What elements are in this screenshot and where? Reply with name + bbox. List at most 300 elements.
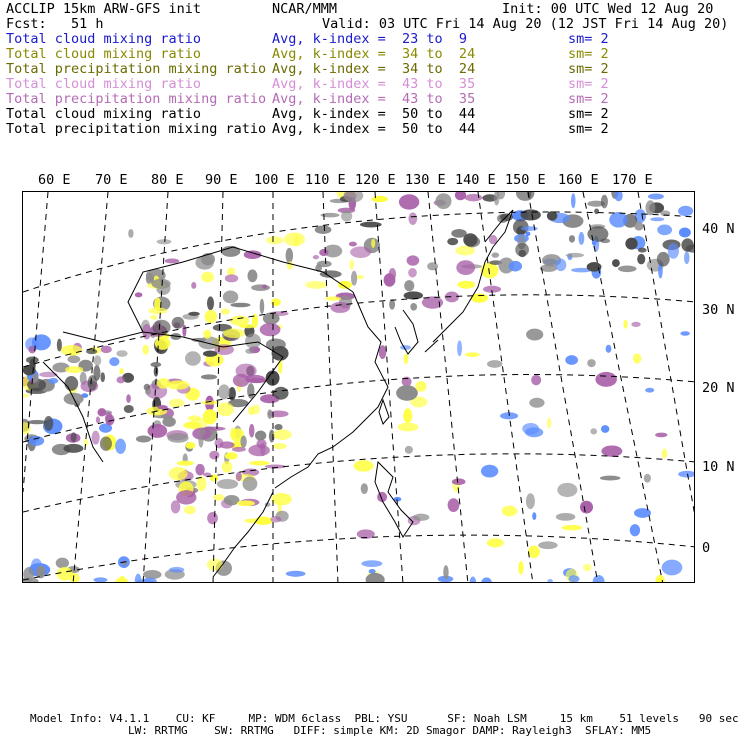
cloud-blob <box>612 259 620 267</box>
cloud-blob <box>443 565 448 579</box>
cloud-blob <box>262 285 267 289</box>
cloud-blob <box>595 372 617 387</box>
cloud-blob <box>538 541 557 549</box>
legend-smoothing: sm= 2 <box>568 121 609 137</box>
cloud-blob <box>27 420 46 424</box>
cloud-blob <box>56 558 69 569</box>
cloud-blob <box>167 433 188 443</box>
cloud-blob <box>274 424 282 430</box>
cloud-blob <box>182 325 186 337</box>
cloud-blob <box>492 252 500 257</box>
cloud-blob <box>286 248 293 263</box>
cloud-blob <box>172 317 185 329</box>
legend-field: Total precipitation mixing ratio <box>6 61 267 77</box>
cloud-blob <box>143 570 161 579</box>
cloud-blob <box>145 388 151 395</box>
cloud-blob <box>100 437 112 451</box>
cloud-blob <box>568 575 579 582</box>
cloud-blob <box>580 501 593 514</box>
cloud-blob <box>157 239 172 244</box>
cloud-blob <box>267 409 272 419</box>
lon-line <box>375 192 403 583</box>
cloud-blob <box>201 374 217 379</box>
cloud-blob <box>562 525 583 531</box>
cloud-blob <box>207 512 218 524</box>
cloud-blob <box>210 474 219 481</box>
cloud-blob <box>481 577 491 583</box>
cloud-blob <box>150 315 157 320</box>
cloud-blob <box>245 348 254 353</box>
forecast-map <box>23 192 695 583</box>
cloud-blob <box>389 299 395 309</box>
cloud-blob <box>223 328 245 338</box>
cloud-blob <box>601 445 622 456</box>
cloud-blob <box>565 355 578 365</box>
cloud-blob <box>183 422 200 429</box>
cloud-blob <box>662 560 683 576</box>
cloud-blob <box>655 433 667 438</box>
legend-row <box>0 122 740 137</box>
cloud-blob <box>169 467 188 480</box>
cloud-blob <box>64 376 78 391</box>
cloud-blob <box>272 346 289 361</box>
cloud-blob <box>319 249 328 256</box>
cloud-blob <box>338 281 352 289</box>
cloud-blob <box>44 416 53 431</box>
cloud-blob <box>349 242 357 247</box>
cloud-blob <box>209 451 219 460</box>
lon-label: 120 E <box>355 172 396 188</box>
cloud-blob <box>403 408 412 423</box>
cloud-blob <box>271 493 291 505</box>
cloud-blob <box>509 261 522 272</box>
cloud-blob <box>579 232 585 245</box>
cloud-blob <box>494 192 500 206</box>
cloud-blob <box>126 394 131 403</box>
cloud-blob <box>452 478 466 485</box>
cloud-blob <box>389 268 396 280</box>
cloud-blob <box>92 431 100 445</box>
legend-row <box>0 107 740 122</box>
cloud-blob <box>315 226 332 234</box>
legend-row <box>0 62 740 77</box>
cloud-blob <box>152 320 170 335</box>
cloud-blob <box>637 254 645 265</box>
cloud-blob <box>634 508 651 518</box>
legend-row <box>0 92 740 107</box>
cloud-blob <box>522 423 539 435</box>
cloud-blob <box>398 423 419 432</box>
cloud-blob <box>531 375 541 386</box>
cloud-blob <box>260 323 281 336</box>
cloud-blob <box>351 271 357 286</box>
cloud-blob <box>148 307 167 314</box>
cloud-blob <box>272 443 286 449</box>
legend-k-index: Avg, k-index = 43 to 35 <box>272 91 476 107</box>
cloud-blob <box>583 564 592 571</box>
cloud-blob <box>36 566 45 579</box>
cloud-blob <box>136 435 151 442</box>
cloud-blob <box>100 372 105 382</box>
cloud-blob <box>405 446 413 454</box>
taiwan-coast <box>379 400 389 424</box>
lon-line <box>583 192 663 583</box>
cloud-blob <box>655 575 665 583</box>
cloud-blob <box>305 281 327 289</box>
cloud-blob <box>248 444 270 456</box>
legend-field: Total precipitation mixing ratio <box>6 121 267 137</box>
cloud-blob <box>668 243 679 259</box>
legend-smoothing: sm= 2 <box>568 91 609 107</box>
cloud-blob <box>203 351 217 357</box>
cloud-blob <box>128 229 133 238</box>
cloud-blob <box>557 483 577 497</box>
cloud-blob <box>623 319 627 328</box>
cloud-blob <box>532 512 536 520</box>
cloud-blob <box>122 560 128 565</box>
legend-row <box>0 77 740 92</box>
cloud-blob <box>169 567 184 573</box>
cloud-blob <box>571 193 576 208</box>
cloud-blob <box>223 290 238 303</box>
cloud-blob <box>109 357 119 366</box>
cloud-blob <box>39 372 57 378</box>
cloud-blob <box>648 194 664 200</box>
cloud-blob <box>465 352 480 357</box>
cloud-blob <box>529 398 544 408</box>
cloud-blob <box>278 360 282 374</box>
cloud-blob <box>28 436 44 446</box>
legend-k-index: Avg, k-index = 43 to 35 <box>272 76 476 92</box>
cloud-blob <box>266 236 284 244</box>
cloud-blob <box>207 296 214 310</box>
cloud-blob <box>350 246 371 258</box>
cloud-blob <box>225 274 238 282</box>
legend-smoothing: sm= 2 <box>568 46 609 62</box>
legend-smoothing: sm= 2 <box>568 106 609 122</box>
cloud-blob <box>245 375 265 382</box>
cloud-blob <box>593 575 605 583</box>
cloud-blob <box>116 350 127 357</box>
lon-label: 140 E <box>455 172 496 188</box>
legend-k-index: Avg, k-index = 34 to 24 <box>272 61 476 77</box>
cloud-blob <box>526 329 543 341</box>
cloud-blob <box>167 380 189 389</box>
cloud-blob <box>547 418 551 429</box>
legend-field: Total cloud mixing ratio <box>6 46 202 62</box>
lon-label: 90 E <box>205 172 238 188</box>
cloud-blob <box>625 238 637 250</box>
cloud-blob <box>470 577 477 583</box>
cloud-blob <box>249 424 255 438</box>
cloud-blob <box>487 538 504 547</box>
cloud-blob <box>455 192 466 200</box>
cloud-blob <box>157 378 171 389</box>
cloud-blob <box>115 439 126 454</box>
cloud-blob <box>231 303 251 308</box>
cloud-blob <box>199 429 206 435</box>
cloud-blob <box>618 266 637 273</box>
cloud-blob <box>519 250 526 257</box>
cloud-blob <box>518 561 523 575</box>
cloud-blob <box>217 479 238 489</box>
cloud-blob <box>555 259 566 272</box>
legend-field: Total precipitation mixing ratio <box>6 91 267 107</box>
legend-k-index: Avg, k-index = 34 to 24 <box>272 46 476 62</box>
cloud-blob <box>650 217 664 221</box>
lat-label: 10 N <box>702 459 735 475</box>
legend-row <box>0 32 740 47</box>
cloud-blob <box>657 252 670 267</box>
cloud-blob <box>61 345 83 356</box>
cloud-blob <box>407 255 420 265</box>
model-info: Model Info: V4.1.1 CU: KF MP: WDM 6class PBL: YSU SF: Noah LSM 15 km 51 levels 90 sec <box>30 712 739 725</box>
cloud-blob <box>284 232 305 246</box>
cloud-blob <box>188 312 200 316</box>
legend-smoothing: sm= 2 <box>568 61 609 77</box>
cloud-blob <box>502 506 518 517</box>
cloud-blob <box>408 212 417 225</box>
cloud-blob <box>645 388 654 393</box>
cloud-blob <box>205 310 217 323</box>
cloud-blob <box>609 212 627 228</box>
cloud-blob <box>219 441 234 448</box>
cloud-blob <box>410 303 417 311</box>
cloud-blob <box>198 434 203 447</box>
cloud-blob <box>313 255 319 259</box>
cloud-blob <box>526 493 535 509</box>
cloud-blob <box>457 281 475 289</box>
cloud-blob <box>360 222 382 228</box>
cloud-blob <box>239 324 256 328</box>
cloud-blob <box>594 208 599 214</box>
cloud-blob <box>601 425 609 433</box>
cloud-blob <box>119 576 126 583</box>
legend-field: Total cloud mixing ratio <box>6 106 202 122</box>
cloud-blob <box>371 239 375 248</box>
cloud-blob <box>176 490 196 504</box>
cloud-blob <box>135 292 143 297</box>
cloud-blob <box>260 299 265 314</box>
legend-smoothing: sm= 2 <box>568 31 609 47</box>
cloud-blob <box>105 412 113 425</box>
cloud-blob <box>65 366 83 373</box>
cloud-blob <box>203 330 211 339</box>
lat-label: 20 N <box>702 380 735 396</box>
cloud-blob <box>124 405 134 413</box>
cloud-blob <box>404 354 409 365</box>
cloud-blob <box>248 407 254 416</box>
lat-label: 30 N <box>702 302 735 318</box>
cloud-blob <box>614 192 622 201</box>
cloud-blob <box>93 577 107 582</box>
cloud-blob <box>217 402 234 416</box>
cloud-blob <box>528 546 540 558</box>
cloud-blob <box>396 385 418 401</box>
cloud-blob <box>600 476 620 481</box>
cloud-blob <box>361 483 368 494</box>
cloud-blob <box>151 279 170 289</box>
lon-label: 160 E <box>558 172 599 188</box>
cloud-blob <box>249 461 270 466</box>
cloud-blob <box>481 465 498 478</box>
cloud-blob <box>97 408 106 416</box>
cloud-blob <box>48 378 58 384</box>
cloud-blob <box>678 206 693 216</box>
cloud-blob <box>435 193 451 209</box>
cloud-blob <box>236 472 242 481</box>
cloud-blob <box>247 269 257 282</box>
cloud-blob <box>225 452 238 459</box>
cloud-blob <box>221 308 230 314</box>
cloud-blob <box>273 387 288 400</box>
cloud-blob <box>116 376 124 383</box>
cloud-blob <box>601 195 608 209</box>
cloud-blob <box>57 339 62 352</box>
cloud-blob <box>177 461 194 466</box>
cloud-blob <box>201 272 214 283</box>
valid-time: Valid: 03 UTC Fri 14 Aug 20 (12 JST Fri 14 Aug 20) <box>322 16 729 32</box>
cloud-blob <box>399 194 419 209</box>
cloud-blob <box>263 312 280 324</box>
cloud-blob <box>679 227 691 237</box>
cloud-blob <box>487 360 502 368</box>
cloud-blob <box>52 444 71 455</box>
cloud-blob <box>101 346 112 353</box>
cloud-blob <box>185 351 201 365</box>
cloud-blob <box>251 284 270 291</box>
physics-info: LW: RRTMG SW: RRTMG DIFF: simple KM: 2D Smagor DAMP: Rayleigh3 SFLAY: MM5 <box>128 724 652 737</box>
cloud-blob <box>408 268 417 277</box>
legend-row <box>0 47 740 62</box>
cloud-blob <box>630 524 640 536</box>
cloud-blob <box>638 248 647 253</box>
legend-k-index: Avg, k-index = 50 to 44 <box>272 121 476 137</box>
cloud-blob <box>587 359 596 367</box>
cloud-blob <box>547 579 553 583</box>
cloud-blob <box>32 374 38 383</box>
cloud-blob <box>415 381 426 392</box>
cloud-blob <box>23 394 29 398</box>
lon-label: 80 E <box>151 172 184 188</box>
cloud-blob <box>457 340 462 356</box>
cloud-blob <box>678 471 695 478</box>
cloud-blob <box>96 416 100 423</box>
init-time: Init: 00 UTC Wed 12 Aug 20 <box>502 1 714 17</box>
cloud-blob <box>645 200 655 215</box>
cloud-blob <box>169 399 184 408</box>
cloud-blob <box>369 569 376 574</box>
cloud-blob <box>88 375 97 390</box>
cloud-blob <box>681 238 693 251</box>
cloud-blob <box>413 514 430 521</box>
legend-field: Total cloud mixing ratio <box>6 31 202 47</box>
lon-label: 100 E <box>254 172 295 188</box>
cloud-blob <box>556 513 576 521</box>
cloud-blob <box>371 196 387 202</box>
cloud-blob <box>184 506 196 515</box>
cloud-blob <box>157 405 167 409</box>
cloud-blob <box>361 560 382 567</box>
cloud-blob <box>684 252 689 265</box>
cloud-blob <box>270 516 281 522</box>
cloud-blob <box>341 210 352 221</box>
cloud-blob <box>349 259 354 269</box>
cloud-blob <box>188 415 201 421</box>
cloud-blob <box>356 275 364 279</box>
cloud-blob <box>142 344 149 354</box>
lon-label: 150 E <box>505 172 546 188</box>
cloud-blob <box>379 345 387 359</box>
cloud-blob <box>191 282 196 289</box>
cloud-blob <box>247 383 254 399</box>
cloud-blob <box>354 460 374 472</box>
cloud-blob <box>147 424 167 438</box>
lat-label: 0 <box>702 540 711 556</box>
cloud-blob <box>203 409 217 424</box>
cloud-blob <box>240 436 246 448</box>
legend-field: Total cloud mixing ratio <box>6 76 202 92</box>
cloud-blob <box>162 417 175 427</box>
cloud-blob <box>662 449 668 459</box>
cloud-blob <box>447 238 458 245</box>
cloud-blob <box>245 334 261 349</box>
cloud-blob <box>222 461 233 472</box>
lon-label: 60 E <box>38 172 71 188</box>
legend-k-index: Avg, k-index = 23 to 9 <box>272 31 468 47</box>
map-panel <box>22 191 695 583</box>
cloud-blob <box>427 262 438 270</box>
lon-line <box>528 192 598 583</box>
legend-smoothing: sm= 2 <box>568 76 609 92</box>
cloud-blob <box>165 259 180 264</box>
cloud-blob <box>606 345 612 353</box>
cloud-blob <box>590 428 597 434</box>
lat-label: 40 N <box>702 221 735 237</box>
cloud-blob <box>119 368 123 374</box>
org-label: NCAR/MMM <box>272 1 338 17</box>
cloud-blob <box>644 474 651 483</box>
cloud-blob <box>213 494 224 501</box>
cloud-blob <box>657 225 672 236</box>
cloud-blob <box>680 331 690 335</box>
cloud-blob <box>634 222 643 231</box>
model-title: ACCLIP 15km ARW-GFS init <box>6 1 202 17</box>
cloud-blob <box>404 280 414 291</box>
cloud-blob <box>286 571 306 577</box>
cloud-blob <box>631 322 640 327</box>
legend-k-index: Avg, k-index = 50 to 44 <box>272 106 476 122</box>
cloud-blob <box>273 430 292 440</box>
cloud-blob <box>68 355 81 363</box>
forecast-hour: Fcst: 51 h <box>6 16 104 32</box>
cloud-blob <box>71 432 77 442</box>
cloud-blob <box>237 500 255 506</box>
cloud-blob <box>186 442 196 449</box>
cloud-blob <box>325 296 341 300</box>
cloud-blob <box>569 235 575 243</box>
cloud-blob <box>135 574 142 583</box>
cloud-blob <box>207 559 223 571</box>
cloud-blob <box>94 355 102 365</box>
cloud-blob <box>516 192 534 201</box>
cloud-blob <box>463 233 477 246</box>
lon-label: 110 E <box>305 172 346 188</box>
cloud-blob <box>448 498 460 512</box>
cloud-blob <box>456 260 475 275</box>
cloud-blob <box>218 384 230 399</box>
cloud-blob <box>154 366 159 377</box>
